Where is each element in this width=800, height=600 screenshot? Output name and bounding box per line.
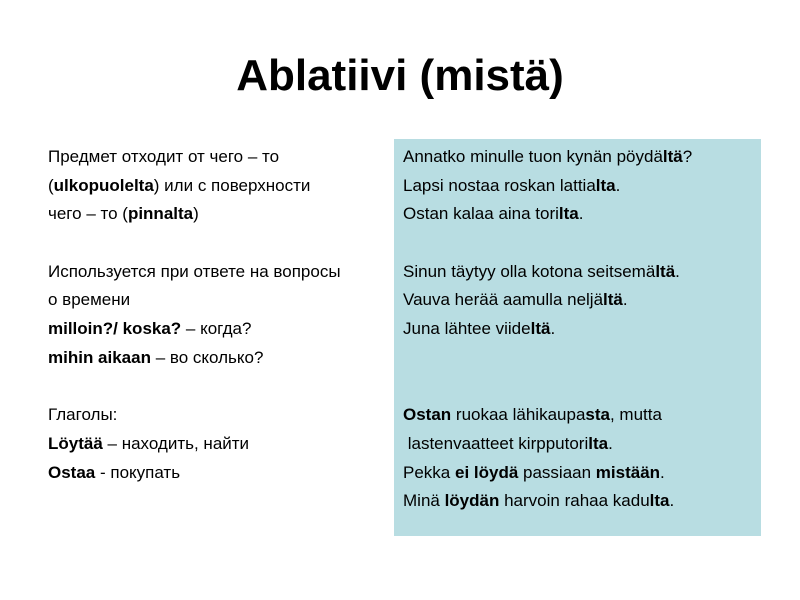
spacer bbox=[403, 229, 758, 258]
text-line: Löytää – находить, найти bbox=[48, 433, 250, 453]
spacer bbox=[48, 229, 393, 258]
text-line: Глаголы: bbox=[48, 405, 118, 425]
example-line: Vauva herää aamulla neljältä. bbox=[403, 290, 628, 310]
example-line: Ostan ruokaa lähikaupasta, mutta bbox=[403, 405, 662, 425]
examples-column bbox=[403, 143, 758, 516]
example-line: Juna lähtee viideltä. bbox=[403, 319, 556, 339]
example-line: Lapsi nostaa roskan lattialta. bbox=[403, 175, 621, 195]
page-title: Ablatiivi (mistä) bbox=[236, 51, 564, 100]
example-line: Pekka ei löydä passiaan mistään. bbox=[403, 462, 665, 482]
text-line: milloin?/ koska? – когда? bbox=[48, 319, 252, 339]
text-line: Предмет отходит от чего – то bbox=[48, 147, 280, 166]
spacer bbox=[48, 373, 393, 402]
text-line: о времени bbox=[48, 290, 131, 310]
example-line: lastenvaatteet kirpputorilta. bbox=[403, 433, 613, 453]
explanation-column bbox=[48, 143, 393, 487]
example-line: Annatko minulle tuon kynän pöydältä? bbox=[403, 147, 693, 166]
examples-panel bbox=[394, 139, 761, 536]
spacer bbox=[403, 344, 758, 373]
example-line: Sinun täytyy olla kotona seitsemältä. bbox=[403, 261, 680, 281]
example-line: Ostan kalaa aina torilta. bbox=[403, 204, 584, 224]
text-line: чего – то (pinnalta) bbox=[48, 204, 199, 224]
text-line: Используется при ответе на вопросы bbox=[48, 261, 341, 281]
text-line: (ulkopuolelta) или с поверхности bbox=[48, 175, 311, 195]
text-line: mihin aikaan – во сколько? bbox=[48, 347, 264, 367]
text-line: Ostaa - покупать bbox=[48, 462, 181, 482]
example-line: Minä löydän harvoin rahaa kadulta. bbox=[403, 491, 675, 511]
spacer bbox=[403, 373, 758, 402]
